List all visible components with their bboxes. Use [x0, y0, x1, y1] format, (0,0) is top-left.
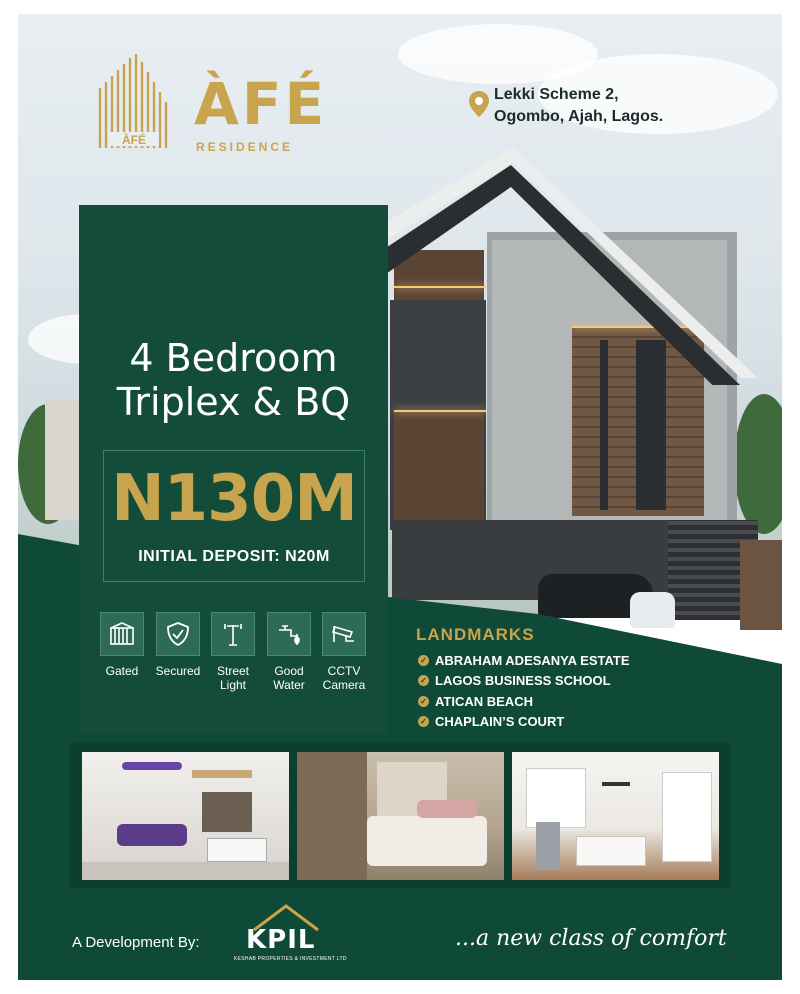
landmark-item: ✓ ABRAHAM ADESANYA ESTATE — [418, 650, 630, 671]
developer-logo-text: KPIL — [246, 925, 316, 955]
landmark-item: ✓ LAGOS BUSINESS SCHOOL — [418, 671, 630, 692]
location-address — [494, 84, 663, 128]
feature-good-water: Good Water — [261, 612, 317, 692]
developer-label: A Development By: — [72, 934, 200, 951]
location-pin-icon — [468, 90, 490, 118]
gate-icon — [100, 612, 144, 656]
living-room-photo — [82, 752, 289, 880]
cctv-camera-icon — [322, 612, 366, 656]
check-icon: ✓ — [418, 655, 429, 666]
brand-name: ÀFÉ — [194, 70, 328, 138]
afe-logo-icon — [97, 48, 171, 158]
address-line-2: Ogombo, Ajah, Lagos. — [494, 108, 664, 125]
feature-cctv: CCTV Camera — [316, 612, 372, 692]
svg-text:ÀFÉ: ÀFÉ — [122, 133, 146, 147]
initial-deposit: INITIAL DEPOSIT: N20M — [138, 548, 330, 565]
car — [630, 592, 675, 628]
landmark-item: ✓ CHAPLAIN’S COURT — [418, 712, 630, 733]
feature-gated: Gated — [94, 612, 150, 678]
developer-full-name: KESHAB PROPERTIES & INVESTMENT LTD — [234, 956, 347, 962]
landmarks-title: LANDMARKS — [416, 625, 535, 644]
water-tap-icon — [267, 612, 311, 656]
landmarks-list — [418, 650, 630, 732]
shield-icon — [156, 612, 200, 656]
bedroom-photo — [297, 752, 504, 880]
listing-title: 4 Bedroom Triplex & BQ — [116, 336, 351, 424]
slogan: ...a new class of comfort — [455, 926, 727, 951]
feature-street-light: Street Light — [205, 612, 261, 692]
check-icon: ✓ — [418, 716, 429, 727]
feature-secured: Secured — [150, 612, 206, 678]
address-line-1: Lekki Scheme 2, — [494, 86, 619, 103]
brand-tagline: RESIDENCE — [196, 140, 294, 154]
check-icon: ✓ — [418, 675, 429, 686]
check-icon: ✓ — [418, 696, 429, 707]
kitchen-photo — [512, 752, 719, 880]
price: N130M — [111, 462, 357, 536]
landmark-item: ✓ ATICAN BEACH — [418, 691, 630, 712]
street-light-icon — [211, 612, 255, 656]
